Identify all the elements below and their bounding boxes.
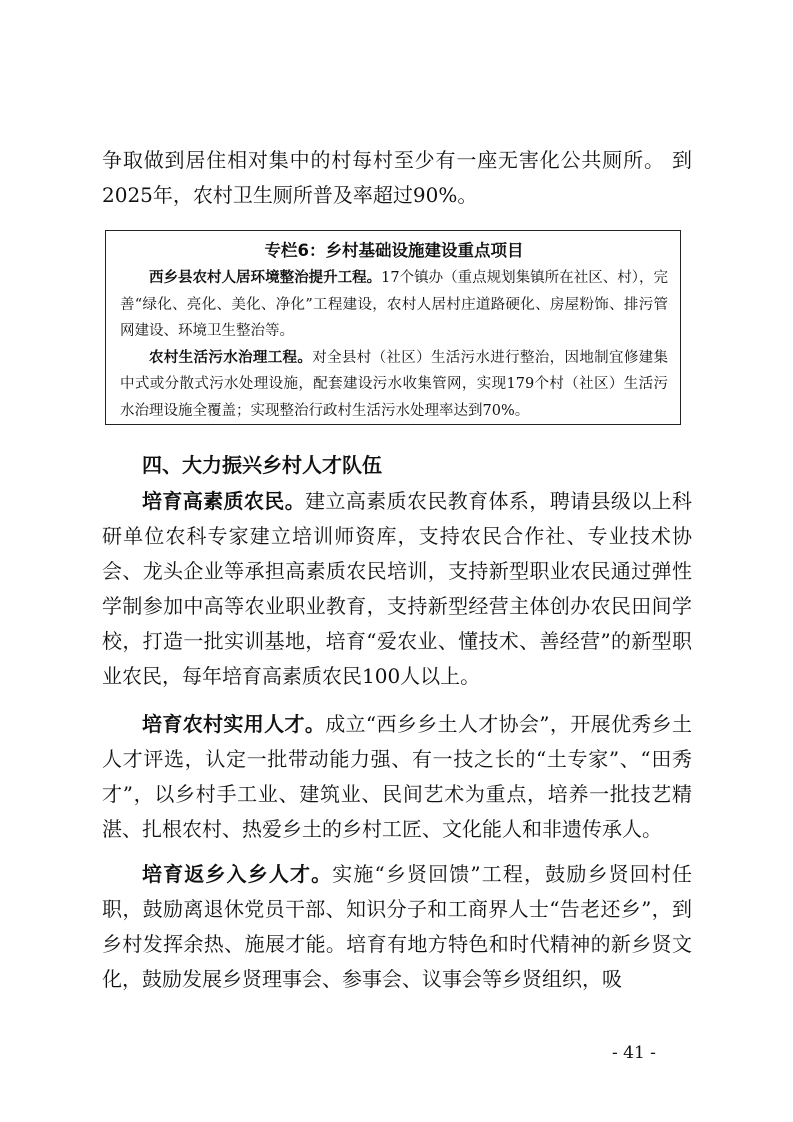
box-item	[120, 265, 668, 345]
page-number: - 41 -	[612, 1043, 656, 1063]
box-item	[120, 345, 668, 425]
paragraph-text: 成立“西乡乡土人才协会”，开展优秀乡土人才评选，认定一批带动能力强、有一技之长的“土专家”、“田秀才”，以乡村手工业、建筑业、民间艺术为重点，培养一批技艺精湛、扎根农村、热爱乡土的乡村工匠、文化能人和非遗传承人。	[102, 712, 693, 841]
box-item-text: 对全县村（社区）生活污水进行整治，因地制宜修建集中式或分散式污水处理设施，配套建设污水收集管网，实现179个村（社区）生活污水治理设施全覆盖；实现整治行政村生活污水处理率达到70%。	[120, 349, 669, 419]
box-item-text: 17个镇办（重点规划集镇所在社区、村），完善“绿化、亮化、美化、净化”工程建设，农村人居村庄道路硬化、房屋粉饰、排污管网建设、环境卫生整治等。	[120, 270, 669, 339]
paragraph-lead: 培育高素质农民。	[142, 489, 306, 513]
paragraph-lead: 培育农村实用人才。	[142, 712, 326, 736]
box-item-lead: 农村生活污水治理工程。	[149, 349, 313, 366]
paragraph-text: 实施“乡贤回馈”工程，鼓励乡贤回村任职，鼓励离退休党员干部、知识分子和工商界人士“告老还乡”，到乡村发挥余热、施展才能。培育有地方特色和时代精神的新乡贤文化，鼓励发展乡贤理事会、参事会、议事会等乡贤组织，吸	[102, 862, 693, 991]
box-title: 专栏6：乡村基础设施建设重点项目	[264, 241, 524, 260]
paragraph-text: 建立高素质农民教育体系，聘请县级以上科研单位农科专家建立培训师资库，支持农民合作社、专业技术协会、龙头企业等承担高素质农民培训，支持新型职业农民通过弹性学制参加中高等农业职业教育，支持新型经营主体创办农民田间学校，打造一批实训基地，培育“爱农业、懂技术、善经营”的新型职业农民，每年培育高素质农民100人以上。	[102, 489, 693, 688]
section-heading: 四、大力振兴乡村人才队伍	[142, 453, 382, 477]
paragraph-lead: 培育返乡入乡人才。	[142, 862, 333, 886]
top-paragraph: 争取做到居住相对集中的村每村至少有一座无害化公共厕所。 到2025年，农村卫生厕所普及率超过90%。	[102, 148, 692, 207]
body-paragraph	[102, 857, 692, 997]
body-paragraph	[102, 484, 692, 694]
body-paragraph	[102, 707, 692, 847]
column-box	[105, 230, 681, 425]
box-item-lead: 西乡县农村人居环境整治提升工程。	[149, 270, 382, 286]
